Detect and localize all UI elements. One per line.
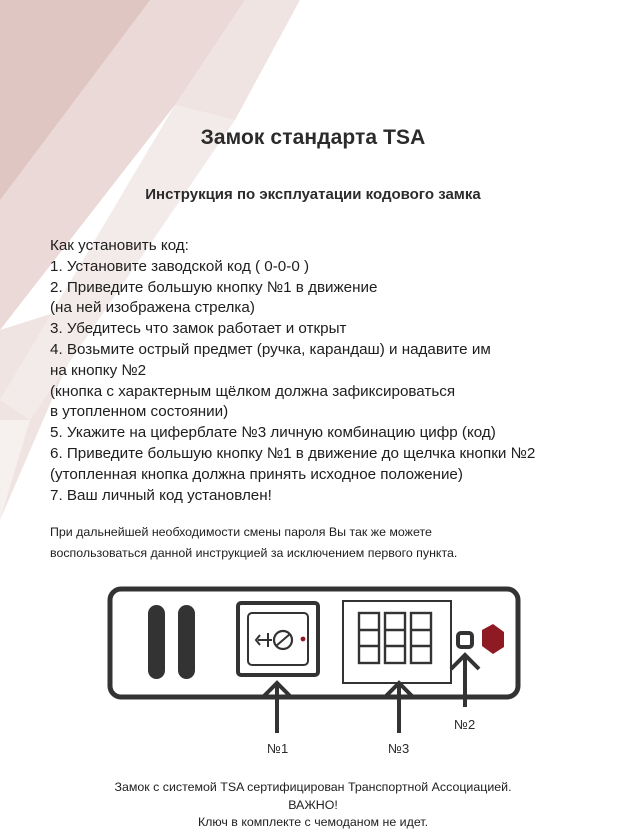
password-change-note: [50, 522, 457, 564]
arrow-icon: [256, 631, 292, 649]
footer-line: Ключ в комплекте с чемоданом не идет.: [197, 815, 429, 829]
lock-diagram: [100, 583, 530, 773]
instruction-line: 5. Укажите на циферблате №3 личную комбинацию цифр (код): [50, 424, 496, 442]
instruction-line: 4. Возьмите острый предмет (ручка, карандаш) и надавите им: [50, 340, 491, 358]
label-dial-3: №3: [388, 741, 410, 756]
instruction-line: (кнопка с характерным щёлком должна зафиксироваться: [50, 382, 456, 400]
instruction-line: 3. Убедитесь что замок работает и открыт: [50, 320, 347, 338]
page-title: Замок стандарта TSA: [200, 126, 426, 149]
lock-diagram-drawing: [100, 583, 530, 773]
note-line: воспользоваться данной инструкцией за исключением первого пункта.: [50, 546, 458, 560]
footer-notice: [0, 779, 626, 832]
grip-pill-right: [178, 605, 195, 679]
footer-line: Замок с системой TSA сертифицирован Транспортной Ассоциацией.: [114, 780, 512, 794]
page-subtitle: Инструкция по эксплуатации кодового замка: [145, 186, 481, 203]
note-line: При дальнейшей необходимости смены пароля Вы так же можете: [50, 525, 432, 539]
instruction-line: (на ней изображена стрелка): [50, 299, 255, 317]
button-2: [458, 633, 472, 647]
instruction-heading: Как установить код:: [50, 237, 189, 254]
label-button-1: №1: [267, 741, 289, 756]
instruction-line: в утопленном состоянии): [50, 403, 229, 421]
instruction-line: 7. Ваш личный код установлен!: [50, 486, 272, 504]
pointer-arrow-button-1: [263, 683, 291, 733]
instruction-line: 6. Приведите большую кнопку №1 в движение до щелчка кнопки №2: [50, 444, 536, 462]
instruction-line: 1. Установите заводской код ( 0-0-0 ): [50, 257, 310, 275]
lock-indicator-icon: [482, 624, 504, 654]
pointer-arrow-dial-3: [385, 683, 413, 733]
instruction-list: [50, 236, 535, 506]
instruction-line: 2. Приведите большую кнопку №1 в движение: [50, 278, 378, 296]
footer-important: ВАЖНО!: [288, 797, 338, 812]
label-button-2: №2: [454, 717, 476, 732]
button-1-dot: [301, 637, 306, 642]
instruction-line: на кнопку №2: [50, 361, 147, 379]
grip-pill-left: [148, 605, 165, 679]
dial-wheels: [359, 613, 431, 663]
instruction-line: (утопленная кнопка должна принять исходное положение): [50, 465, 463, 483]
